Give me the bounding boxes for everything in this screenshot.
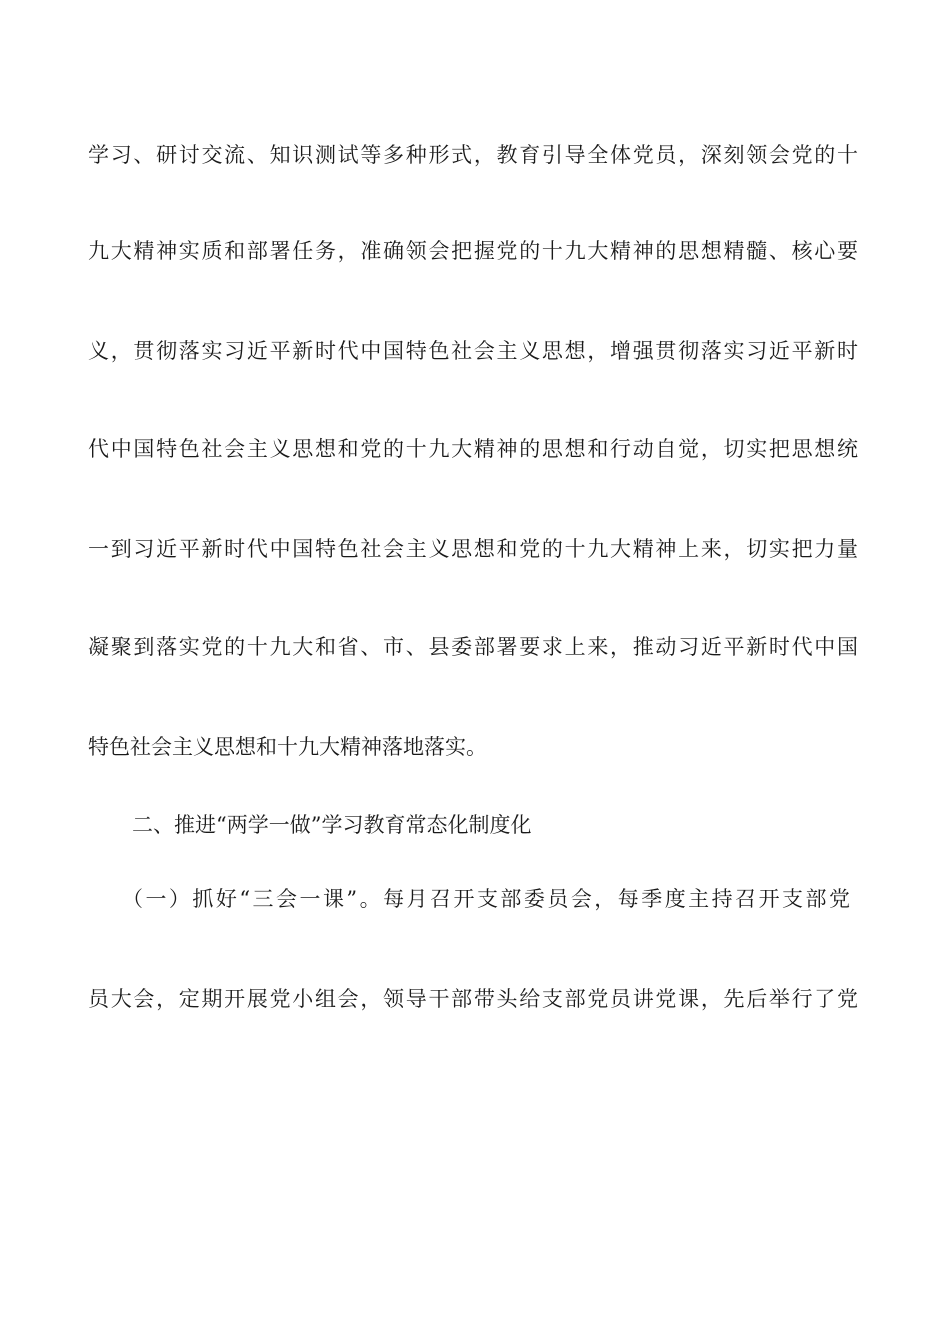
paragraph-line-7: 特色社会主义思想和十九大精神落地落实。 bbox=[88, 735, 487, 759]
paragraph-line-4: 代中国特色社会主义思想和党的十九大精神的思想和行动自觉，切实把思想统 bbox=[88, 437, 858, 461]
paragraph-line-6: 凝聚到落实党的十九大和省、市、县委部署要求上来，推动习近平新时代中国 bbox=[88, 635, 858, 659]
paragraph-line-3: 义，贯彻落实习近平新时代中国特色社会主义思想，增强贯彻落实习近平新时 bbox=[88, 339, 858, 363]
paragraph-line-2: 九大精神实质和部署任务，准确领会把握党的十九大精神的思想精髓、核心要 bbox=[88, 239, 858, 263]
section-heading: 二、推进“两学一做”学习教育常态化制度化 bbox=[132, 813, 532, 837]
paragraph-line-1: 学习、研讨交流、知识测试等多种形式，教育引导全体党员，深刻领会党的十 bbox=[88, 143, 858, 167]
paragraph2-line-2: 员大会，定期开展党小组会，领导干部带头给支部党员讲党课，先后举行了党 bbox=[88, 987, 858, 1011]
paragraph2-line-1: （一）抓好“三会一课”。每月召开支部委员会，每季度主持召开支部党 bbox=[122, 887, 850, 911]
paragraph-line-5: 一到习近平新时代中国特色社会主义思想和党的十九大精神上来，切实把力量 bbox=[88, 537, 858, 561]
